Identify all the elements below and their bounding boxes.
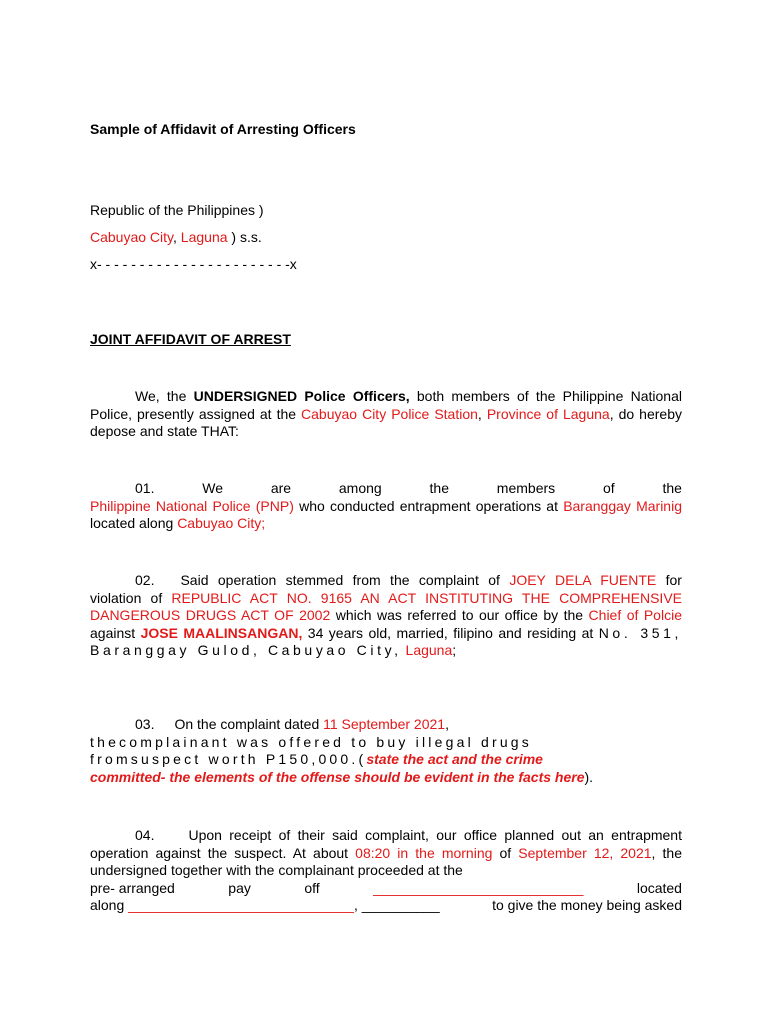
intro-bold: UNDERSIGNED Police Officers, xyxy=(193,388,410,404)
intro-province: Province of Laguna xyxy=(486,405,610,422)
p01-word: of xyxy=(602,480,615,496)
document-title: Sample of Affidavit of Arresting Officers xyxy=(90,121,356,137)
paragraph-01 xyxy=(90,480,682,533)
p01-barangay: Baranggay Marinig xyxy=(563,497,682,514)
p03-number: 03. xyxy=(135,716,155,732)
p03-text-1: On the complaint dated xyxy=(174,716,324,732)
p04-body xyxy=(90,827,682,880)
venue-city: Cabuyao City xyxy=(90,229,174,245)
p03-note-2: committed- the elements of the offense should be evident in the facts here xyxy=(90,768,585,785)
affidavit-heading: JOINT AFFIDAVIT OF ARREST xyxy=(90,331,291,347)
p04-blank-1: ___________________________ xyxy=(373,879,584,896)
p02-complainant: JOEY DELA FUENTE xyxy=(509,572,657,588)
p01-text-1: who conducted entrapment operations at xyxy=(293,497,564,514)
p04-text-5: , xyxy=(353,897,362,913)
p02-law: REPUBLIC ACT NO. 9165 AN ACT INSTITUTING THE COMPREHENSIVE DANGEROUS DRUGS ACT OF 2002 xyxy=(90,589,682,623)
p04-text-3: , the undersigned together with the complainant proceeded at the xyxy=(90,844,682,878)
p02-chief: Chief of Polcie xyxy=(588,607,682,623)
p01-number: 01. xyxy=(135,480,155,496)
p02-text-1: Said operation stemmed from the complaint of xyxy=(180,572,510,588)
p03-line-1 xyxy=(90,716,682,734)
p04-number: 04. xyxy=(135,827,155,843)
intro-text-4: , do hereby depose and state THAT: xyxy=(90,405,682,439)
p03-note-1: state the act and the crime xyxy=(366,751,543,767)
p04-word: pre- arranged xyxy=(90,879,175,896)
p04-text-1: Upon receipt of their said complaint, our office planned out an entrapment operation against the suspect. At about xyxy=(90,827,682,861)
p01-city: Cabuyao City; xyxy=(177,515,266,531)
p04-text-2: of xyxy=(492,844,519,861)
p02-suspect: JOSE MAALINSANGAN, xyxy=(140,624,303,641)
p01-word: members xyxy=(496,480,556,496)
p02-address: No. 351, Baranggay Gulod, Cabuyao City, xyxy=(90,624,682,658)
separator-line: x- - - - - - - - - - - - - - - - - - - - - - -x xyxy=(90,256,297,272)
p04-text-4: along xyxy=(90,897,129,913)
paragraph-03 xyxy=(90,716,682,786)
p04-line-5 xyxy=(90,897,682,915)
p04-blank-3: __________ xyxy=(361,897,440,913)
venue-province: Laguna xyxy=(180,229,228,245)
p03-comma: , xyxy=(445,716,449,732)
p01-pnp: Philippine National Police (PNP) xyxy=(90,497,294,514)
p01-word: the xyxy=(662,480,682,496)
p02-text-3: which was referred to our office by the xyxy=(330,607,589,623)
intro-text-1: We, the xyxy=(135,388,194,404)
p03-line-3 xyxy=(90,751,682,769)
p01-first-line xyxy=(90,480,682,498)
p02-number: 02. xyxy=(135,572,155,588)
intro-text-2: both members of the Philippine National Police, presently assigned at the xyxy=(90,388,682,422)
p01-word: are xyxy=(270,480,292,496)
intro-text-3: , xyxy=(477,405,487,422)
p02-laguna: Laguna xyxy=(405,642,453,658)
p01-text-2: located along xyxy=(90,515,178,531)
p04-line-4 xyxy=(90,880,682,898)
p01-word: We xyxy=(202,480,224,496)
p04-time: 08:20 in the morning xyxy=(355,844,493,861)
p03-line-4 xyxy=(90,769,682,787)
p03-line-2: thecomplainant was offered to buy illegal drugs xyxy=(90,733,532,750)
p02-semicolon: ; xyxy=(452,642,457,658)
venue-comma: , xyxy=(173,229,181,245)
paragraph-02 xyxy=(90,572,682,660)
venue-ss: ) s.s. xyxy=(227,229,262,245)
venue-city-line xyxy=(90,229,682,247)
p04-word: located xyxy=(636,879,682,896)
intro-paragraph xyxy=(90,388,682,441)
p02-text-4: against xyxy=(90,624,141,641)
p04-date: September 12, 2021 xyxy=(518,844,652,861)
p03-date: 11 September 2021 xyxy=(323,716,446,732)
venue-country: Republic of the Philippines ) xyxy=(90,202,264,218)
p02-text-2: for violation of xyxy=(90,572,682,606)
p01-body xyxy=(90,498,682,533)
p01-word: among xyxy=(338,480,382,496)
p04-word: off xyxy=(304,879,320,896)
p04-word: pay xyxy=(228,879,251,896)
p04-blank-2: _____________________________ xyxy=(128,897,354,913)
p04-text-6: to give the money being asked xyxy=(492,897,682,913)
paragraph-04 xyxy=(90,827,682,915)
p03-amount: fromsuspect worth P150,000.( xyxy=(90,751,367,767)
p02-text-5: 34 years old, married, filipino and residing at xyxy=(302,624,599,641)
p03-close: ). xyxy=(584,768,594,785)
p01-word: the xyxy=(429,480,449,496)
intro-station: Cabuyao City Police Station xyxy=(301,405,478,422)
